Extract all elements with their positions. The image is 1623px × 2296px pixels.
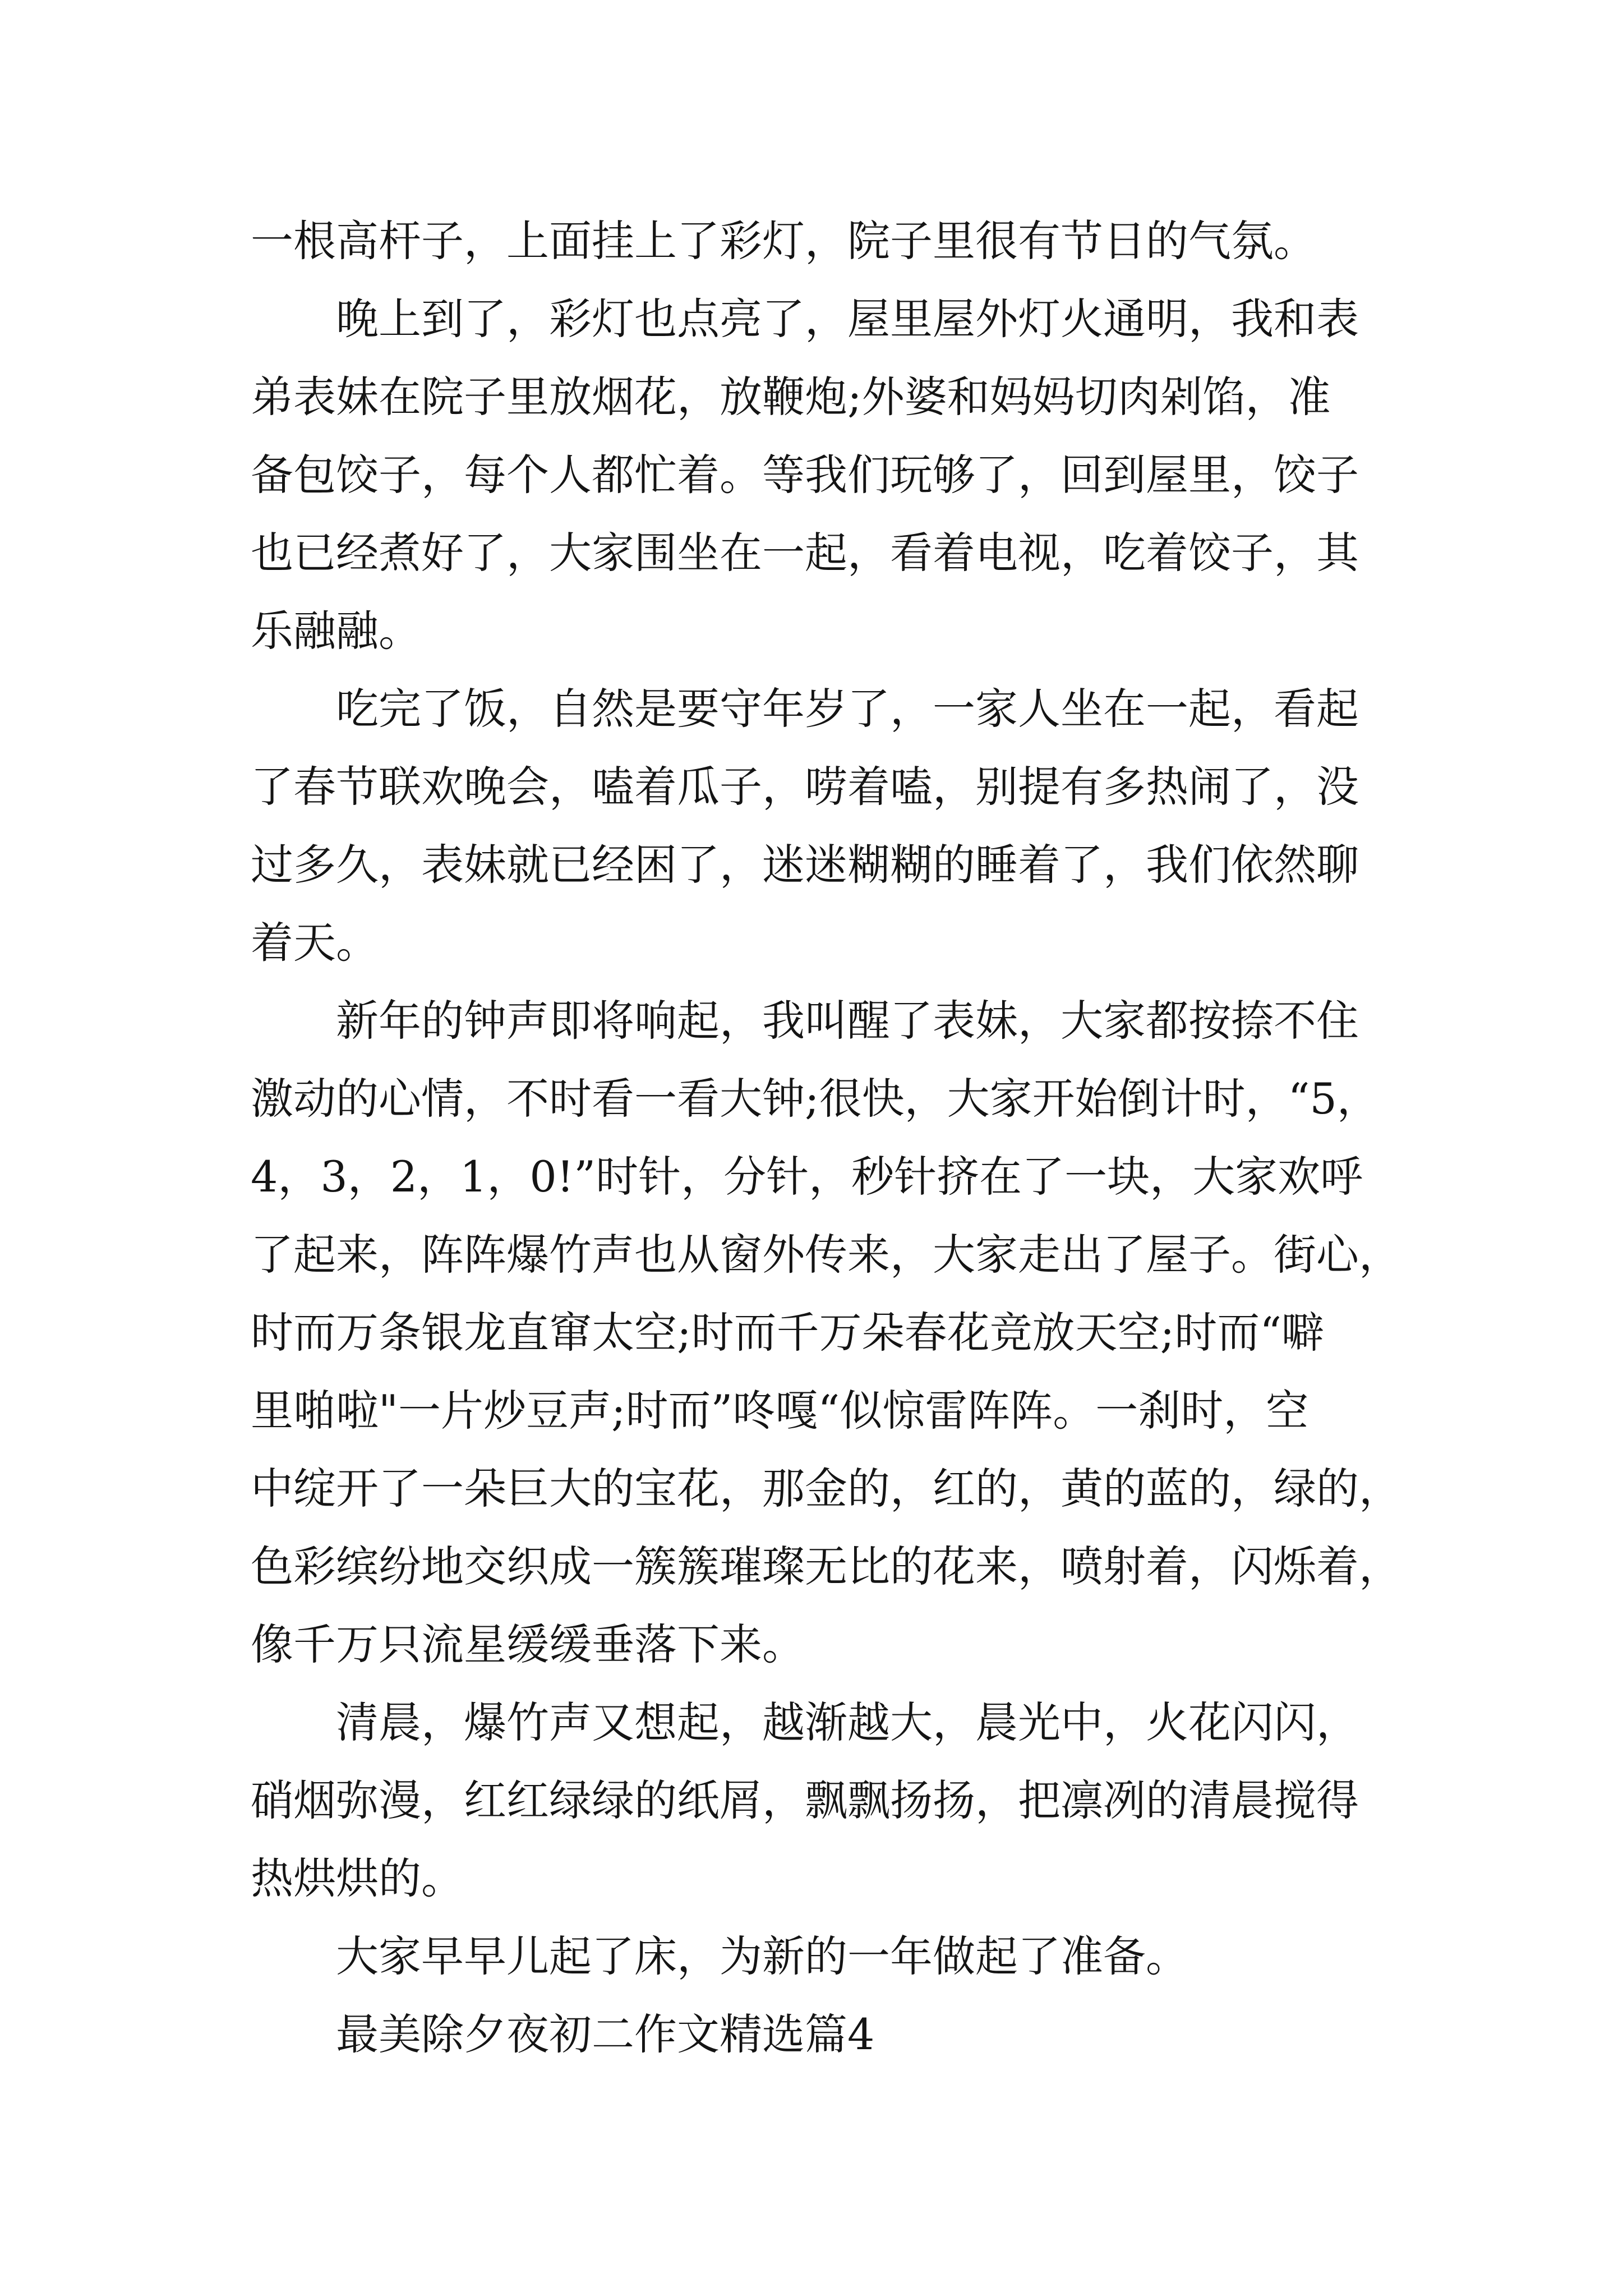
paragraph-line: 了起来，阵阵爆竹声也从窗外传来，大家走出了屋子。街心， [251,1230,1401,1280]
paragraph-line: 备包饺子，每个人都忙着。等我们玩够了，回到屋里，饺子 [251,450,1359,500]
paragraph-line: 了春节联欢晚会，嗑着瓜子，唠着嗑，别提有多热闹了，没 [251,762,1359,812]
paragraph-line: 中绽开了一朵巨大的宝花，那金的，红的，黄的蓝的，绿的， [251,1464,1401,1513]
paragraph-line: 吃完了饭，自然是要守年岁了，一家人坐在一起，看起 [336,684,1359,734]
paragraph-line: 一根高杆子，上面挂上了彩灯，院子里很有节日的气氛。 [251,216,1316,266]
paragraph-line: 热烘烘的。 [251,1853,464,1903]
paragraph-line: 像千万只流星缓缓垂落下来。 [251,1619,805,1669]
paragraph-line: 乐融融。 [251,606,421,656]
paragraph-line: 大家早早儿起了床，为新的一年做起了准备。 [336,1931,1188,1981]
paragraph-line: 着天。 [251,918,379,968]
paragraph-line: 色彩缤纷地交织成一簇簇璀璨无比的花来，喷射着，闪烁着， [251,1542,1401,1591]
paragraph-line: 新年的钟声即将响起，我叫醒了表妹，大家都按捺不住 [336,996,1359,1046]
article-body [251,202,1401,2073]
paragraph-line: 时而万条银龙直窜太空;时而千万朵春花竞放天空;时而“噼 [251,1308,1325,1358]
paragraph-line: 过多久，表妹就已经困了，迷迷糊糊的睡着了，我们依然聊 [251,840,1359,890]
paragraph-line: 清晨，爆竹声又想起，越渐越大，晨光中，火花闪闪， [336,1697,1359,1747]
paragraph-line: 晚上到了，彩灯也点亮了，屋里屋外灯火通明，我和表 [336,294,1359,344]
paragraph-line: 4，3，2，1，0!”时针，分针，秒针挤在了一块，大家欢呼 [251,1152,1363,1202]
section-heading: 最美除夕夜初二作文精选篇4 [336,2009,875,2059]
paragraph-line: 硝烟弥漫，红红绿绿的纸屑，飘飘扬扬，把凛冽的清晨搅得 [251,1775,1359,1825]
paragraph-line: 里啪啦"一片炒豆声;时而”咚嘎“似惊雷阵阵。一刹时，空 [251,1386,1309,1435]
paragraph-line: 也已经煮好了，大家围坐在一起，看着电视，吃着饺子，其 [251,528,1359,578]
paragraph-line: 弟表妹在院子里放烟花，放鞭炮;外婆和妈妈切肉剁馅，准 [251,372,1331,422]
paragraph-line: 激动的心情，不时看一看大钟;很快，大家开始倒计时，“5， [251,1074,1380,1124]
